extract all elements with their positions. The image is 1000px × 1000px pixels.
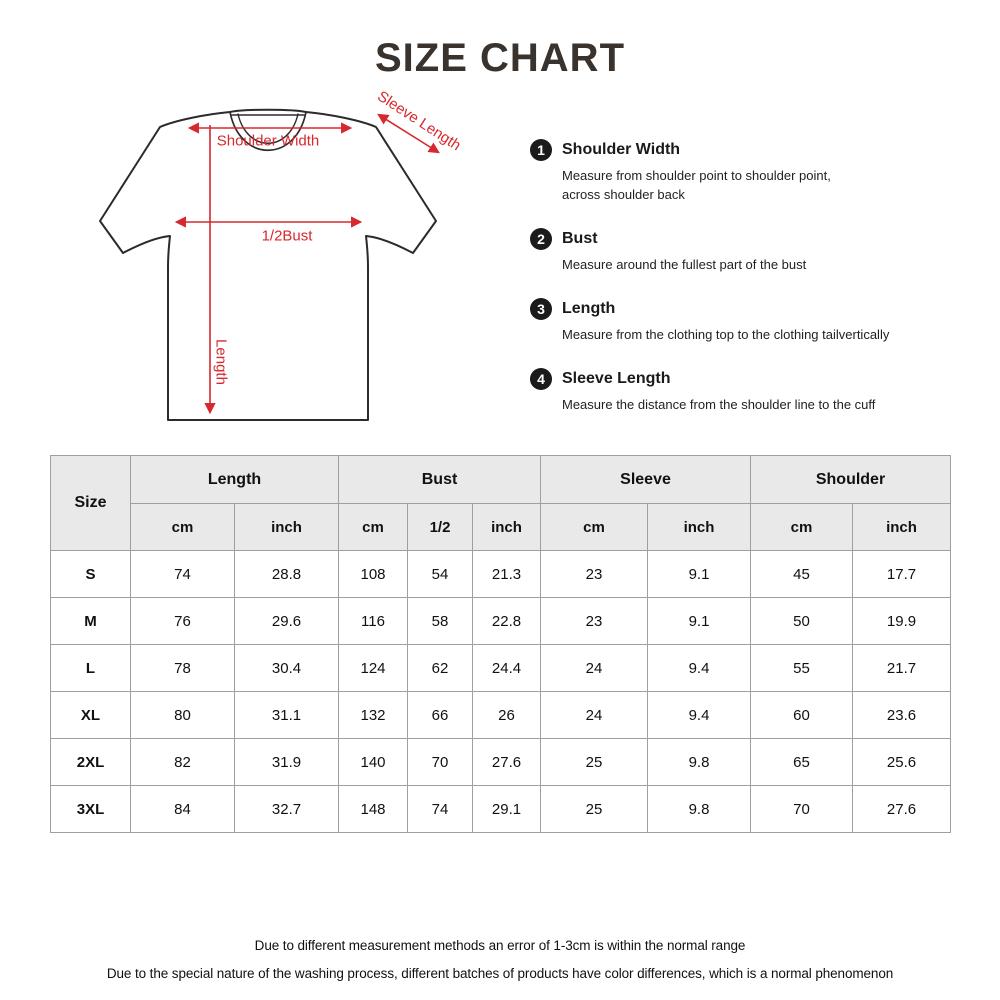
table-cell: 58	[408, 598, 473, 645]
table-cell: 23	[541, 598, 648, 645]
table-row-2xl	[51, 739, 951, 786]
size-label: 3XL	[51, 786, 131, 833]
size-label: 2XL	[51, 739, 131, 786]
table-cell: 124	[339, 645, 408, 692]
measurement-desc: Measure from shoulder point to shoulder point, across shoulder back	[562, 168, 831, 202]
table-cell: 23.6	[853, 692, 951, 739]
table-row-m	[51, 598, 951, 645]
size-label: XL	[51, 692, 131, 739]
measurement-desc: Measure the distance from the shoulder line to the cuff	[562, 397, 876, 412]
table-cell: 132	[339, 692, 408, 739]
table-cell: 27.6	[473, 739, 541, 786]
table-cell: 9.1	[648, 551, 751, 598]
table-cell: 66	[408, 692, 473, 739]
unit-header: inch	[473, 504, 541, 551]
table-header-row-groups	[51, 456, 951, 504]
measurement-title: Bust	[562, 230, 598, 247]
measurement-title: Length	[562, 300, 616, 317]
size-table	[50, 455, 951, 833]
number-badge: 1	[530, 139, 552, 161]
table-cell: 54	[408, 551, 473, 598]
measurement-item-sleeve-length	[530, 368, 980, 414]
table-cell: 25	[541, 739, 648, 786]
table-cell: 22.8	[473, 598, 541, 645]
table-cell: 74	[408, 786, 473, 833]
unit-header: inch	[648, 504, 751, 551]
table-cell: 21.3	[473, 551, 541, 598]
table-cell: 28.8	[235, 551, 339, 598]
shoulder-width-label: Shoulder Width	[216, 132, 320, 150]
table-cell: 26	[473, 692, 541, 739]
table-cell: 84	[131, 786, 235, 833]
table-cell: 29.1	[473, 786, 541, 833]
table-cell: 32.7	[235, 786, 339, 833]
col-header-bust: Bust	[339, 456, 541, 504]
number-badge: 2	[530, 228, 552, 250]
table-cell: 50	[751, 598, 853, 645]
table-cell: 17.7	[853, 551, 951, 598]
measurement-item-bust	[530, 228, 980, 274]
table-cell: 60	[751, 692, 853, 739]
table-cell: 23	[541, 551, 648, 598]
table-cell: 82	[131, 739, 235, 786]
unit-header: cm	[541, 504, 648, 551]
table-cell: 30.4	[235, 645, 339, 692]
measurement-title: Shoulder Width	[562, 141, 681, 158]
measurement-desc: Measure from the clothing top to the clothing tailvertically	[562, 327, 890, 342]
table-header-row-units	[51, 504, 951, 551]
measurement-desc: Measure around the fullest part of the bust	[562, 257, 807, 272]
size-label: M	[51, 598, 131, 645]
table-cell: 70	[751, 786, 853, 833]
table-cell: 45	[751, 551, 853, 598]
table-cell: 74	[131, 551, 235, 598]
table-row-xl	[51, 692, 951, 739]
table-cell: 9.4	[648, 645, 751, 692]
unit-header: inch	[235, 504, 339, 551]
table-cell: 9.8	[648, 739, 751, 786]
number-badge: 3	[530, 298, 552, 320]
table-cell: 27.6	[853, 786, 951, 833]
length-label: Length	[212, 339, 230, 385]
measurement-item-length	[530, 298, 980, 344]
size-label: L	[51, 645, 131, 692]
unit-header: cm	[131, 504, 235, 551]
table-cell: 65	[751, 739, 853, 786]
table-cell: 24.4	[473, 645, 541, 692]
table-cell: 25.6	[853, 739, 951, 786]
page-title: SIZE CHART	[375, 36, 625, 80]
table-cell: 76	[131, 598, 235, 645]
table-row-l	[51, 645, 951, 692]
number-badge: 4	[530, 368, 552, 390]
table-cell: 140	[339, 739, 408, 786]
col-header-shoulder: Shoulder	[751, 456, 951, 504]
size-label: S	[51, 551, 131, 598]
table-cell: 78	[131, 645, 235, 692]
table-cell: 55	[751, 645, 853, 692]
table-row-s	[51, 551, 951, 598]
unit-header: cm	[339, 504, 408, 551]
table-cell: 116	[339, 598, 408, 645]
footnote-color-difference: Due to the special nature of the washing process, different batches of products have color differences, which is a normal phenomenon	[106, 966, 894, 981]
table-cell: 25	[541, 786, 648, 833]
unit-header: inch	[853, 504, 951, 551]
measurement-title: Sleeve Length	[562, 370, 671, 387]
table-cell: 24	[541, 645, 648, 692]
tshirt-outline	[100, 110, 436, 420]
table-cell: 24	[541, 692, 648, 739]
table-cell: 62	[408, 645, 473, 692]
col-header-length: Length	[131, 456, 339, 504]
table-row-3xl	[51, 786, 951, 833]
table-cell: 19.9	[853, 598, 951, 645]
table-cell: 108	[339, 551, 408, 598]
sleeve-length-label: Sleeve Length	[374, 87, 464, 155]
table-cell: 9.4	[648, 692, 751, 739]
table-cell: 70	[408, 739, 473, 786]
measurement-item-shoulder-width	[530, 139, 980, 204]
table-cell: 31.9	[235, 739, 339, 786]
unit-header: 1/2	[408, 504, 473, 551]
unit-header: cm	[751, 504, 853, 551]
footnote-measurement-error: Due to different measurement methods an error of 1-3cm is within the normal range	[254, 938, 746, 953]
table-cell: 21.7	[853, 645, 951, 692]
table-cell: 31.1	[235, 692, 339, 739]
half-bust-label: 1/2Bust	[261, 227, 313, 245]
table-cell: 9.8	[648, 786, 751, 833]
col-header-sleeve: Sleeve	[541, 456, 751, 504]
table-cell: 29.6	[235, 598, 339, 645]
table-cell: 9.1	[648, 598, 751, 645]
table-cell: 148	[339, 786, 408, 833]
table-cell: 80	[131, 692, 235, 739]
col-header-size: Size	[51, 456, 131, 551]
